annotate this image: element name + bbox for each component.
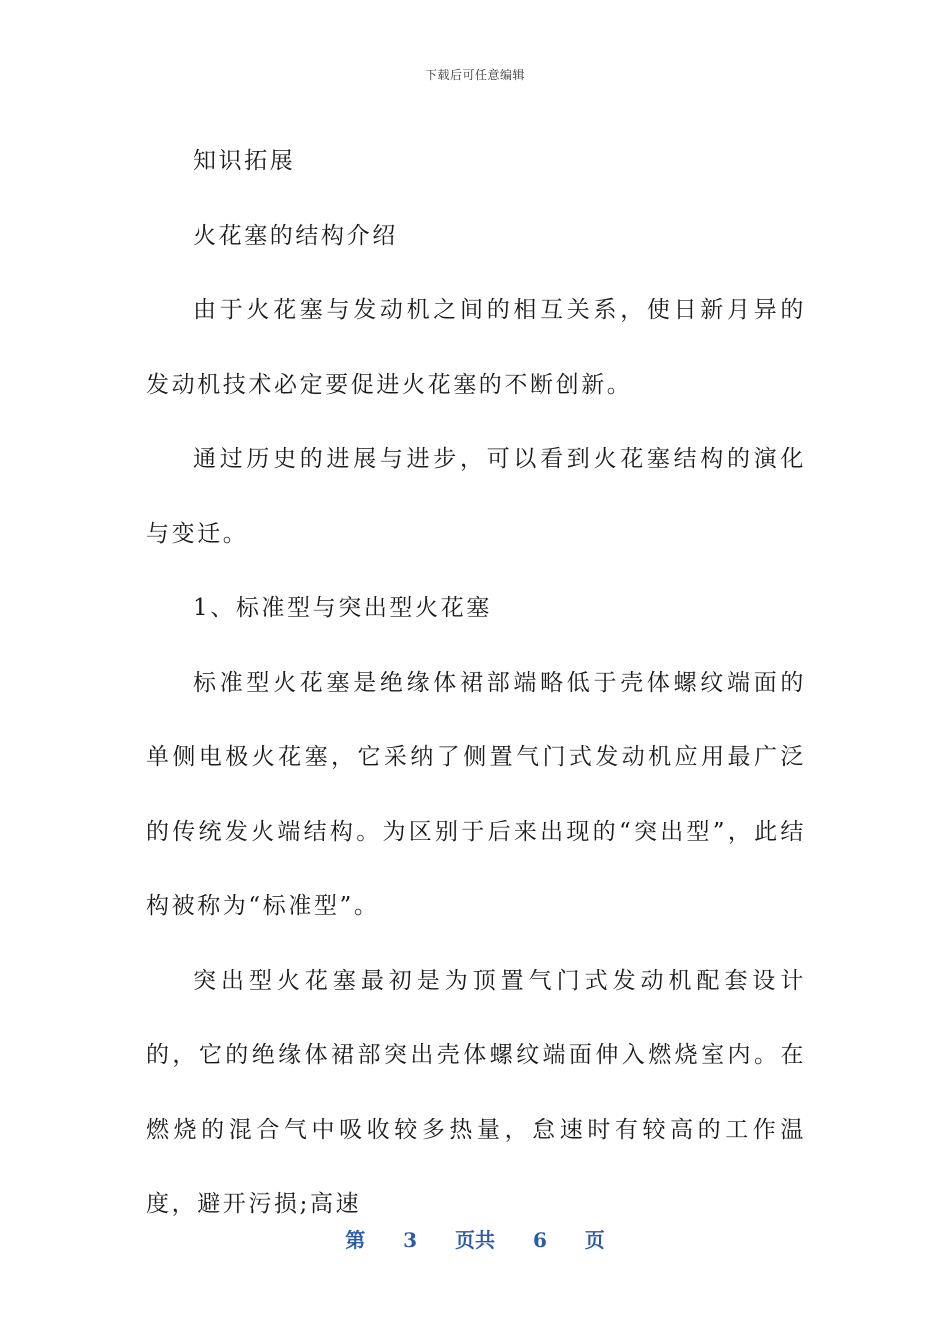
heading-knowledge-extension: 知识拓展 (193, 148, 296, 174)
total-page-count: 6 (532, 1228, 547, 1252)
document-body (146, 124, 806, 1242)
paragraph: 由于火花塞与发动机之间的相互关系，使日新月异的发动机技术必定要促进火花塞的不断创新。 (146, 297, 806, 398)
page-number-footer (0, 1224, 950, 1253)
paragraph: 通过历史的进展与进步，可以看到火花塞结构的演化与变迁。 (146, 446, 806, 547)
section-heading: 1、标准型与突出型火花塞 (193, 595, 492, 621)
paragraph: 标准型火花塞是绝缘体裙部端略低于壳体螺纹端面的单侧电极火花塞，它采纳了侧置气门式发动机应用最广泛的传统发火端结构。为区别于后来出现的“突出型”，此结构被称为“标准型”。 (146, 669, 806, 919)
heading-spark-plug-structure: 火花塞的结构介绍 (193, 222, 398, 249)
page-suffix: 页 (584, 1228, 605, 1252)
page-prefix: 第 (345, 1228, 366, 1252)
paragraph: 突出型火花塞最初是为顶置气门式发动机配套设计的，它的绝缘体裙部突出壳体螺纹端面伸入燃烧室内。在燃烧的混合气中吸收较多热量，怠速时有较高的工作温度，避开污损;高速 (146, 967, 806, 1217)
current-page-number: 3 (403, 1228, 418, 1252)
page-header-note: 下载后可任意编辑 (424, 68, 525, 82)
page-middle-text: 页共 (455, 1228, 495, 1252)
